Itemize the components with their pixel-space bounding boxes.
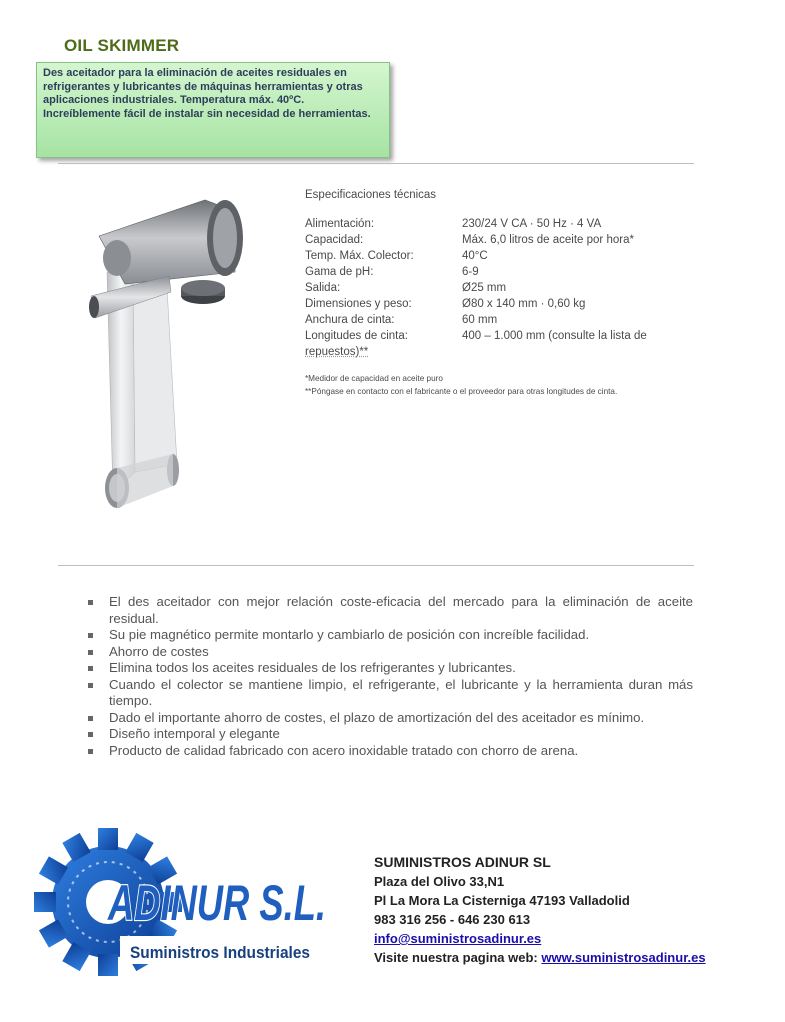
spec-label: Capacidad: (305, 234, 364, 246)
spec-value: 40°C (462, 250, 488, 262)
feature-text: Diseño intemporal y elegante (109, 726, 280, 741)
spec-label: Longitudes de cinta: (305, 330, 408, 342)
contact-web-prefix: Visite nuestra pagina web: (374, 950, 542, 965)
spec-notes (305, 372, 705, 398)
oil-skimmer-image (85, 192, 255, 514)
feature-text: Su pie magnético permite montarlo y cambiarlo de posición con increíble facilidad. (109, 627, 590, 642)
bullet-icon (88, 749, 93, 754)
feature-text: Elimina todos los aceites residuales de los refrigerantes y lubricantes. (109, 660, 516, 675)
spec-row (305, 232, 705, 248)
spec-label: Anchura de cinta: (305, 314, 395, 326)
feature-text: Ahorro de costes (109, 643, 209, 659)
spec-value: 230/24 V CA · 50 Hz · 4 VA (462, 218, 602, 230)
feature-text: Dado el importante ahorro de costes, el plazo de amortización del des aceitador es mínimo. (109, 709, 645, 725)
spec-label: Salida: (305, 282, 341, 294)
spec-label: Temp. Máx. Colector: (305, 250, 414, 262)
list-item (88, 594, 693, 627)
specs-heading: Especificaciones técnicas (305, 189, 437, 201)
feature-list (88, 594, 693, 759)
contact-phones: 983 316 256 - 646 230 613 (374, 912, 531, 927)
spec-row (305, 328, 705, 344)
spec-value: Ø25 mm (462, 282, 507, 294)
spec-continuation (305, 344, 705, 360)
list-item (88, 660, 693, 677)
feature-text: El des aceitador con mejor relación coste-eficacia del mercado para la eliminación de aceite residual. (109, 594, 693, 626)
bullet-icon (88, 666, 93, 671)
list-item (88, 644, 693, 661)
list-item (88, 743, 693, 760)
list-item (88, 710, 693, 727)
spec-row (305, 216, 705, 232)
page-title: OIL SKIMMER (64, 36, 180, 55)
contact-web-row (374, 948, 706, 967)
contact-address-1: Plaza del Olivo 33,N1 (374, 874, 505, 889)
spec-note-1: *Medidor de capacidad en aceite puro (305, 374, 443, 383)
bullet-icon (88, 600, 93, 605)
logo-tagline: Suministros Industriales (130, 943, 310, 962)
spec-value: Máx. 6,0 litros de aceite por hora* (462, 234, 634, 246)
spec-label: Alimentación: (305, 218, 375, 230)
spec-row (305, 296, 705, 312)
bullet-icon (88, 650, 93, 655)
feature-text: Cuando el colector se mantiene limpio, el refrigerante, el lubricante y la herramienta duran más tiempo. (109, 676, 693, 708)
contact-website-link[interactable]: www.suministrosadinur.es (541, 950, 706, 965)
divider-top (58, 163, 694, 164)
list-item (88, 627, 693, 644)
spec-continuation-text: repuestos)** (305, 346, 369, 358)
bullet-icon (88, 633, 93, 638)
bullet-icon (88, 732, 93, 737)
contact-address-2: Pl La Mora La Cisterniga 47193 Valladolid (374, 893, 630, 908)
spec-value: Ø80 x 140 mm · 0,60 kg (462, 298, 586, 310)
spec-row (305, 248, 705, 264)
adinur-logo (38, 818, 338, 986)
spec-value: 60 mm (462, 314, 498, 326)
list-item (88, 726, 693, 743)
spec-label: Dimensiones y peso: (305, 298, 412, 310)
spec-value: 400 – 1.000 mm (consulte la lista de (462, 330, 647, 342)
spec-row (305, 264, 705, 280)
spec-row (305, 280, 705, 296)
bullet-icon (88, 683, 93, 688)
spec-row (305, 312, 705, 328)
contact-block (374, 853, 706, 967)
list-item (88, 677, 693, 710)
bullet-icon (88, 716, 93, 721)
spec-label: Gama de pH: (305, 266, 374, 278)
intro-box: Des aceitador para la eliminación de aceites residuales en refrigerantes y lubricantes de máquinas herramientas y otras aplicaciones industriales. Temperatura máx. 40ºC. Increíblemente fácil de instalar sin necesidad de herramientas. (36, 62, 390, 158)
spec-value: 6-9 (462, 266, 479, 278)
contact-company: SUMINISTROS ADINUR SL (374, 854, 551, 870)
spec-note-2: **Póngase en contacto con el fabricante o el proveedor para otras longitudes de cinta. (305, 387, 618, 396)
logo-brand: ADINUR S.L. (106, 875, 327, 931)
specs-panel (305, 186, 705, 398)
contact-email-link[interactable]: info@suministrosadinur.es (374, 931, 542, 946)
feature-text: Producto de calidad fabricado con acero inoxidable tratado con chorro de arena. (109, 742, 579, 758)
divider-bottom (58, 565, 694, 566)
